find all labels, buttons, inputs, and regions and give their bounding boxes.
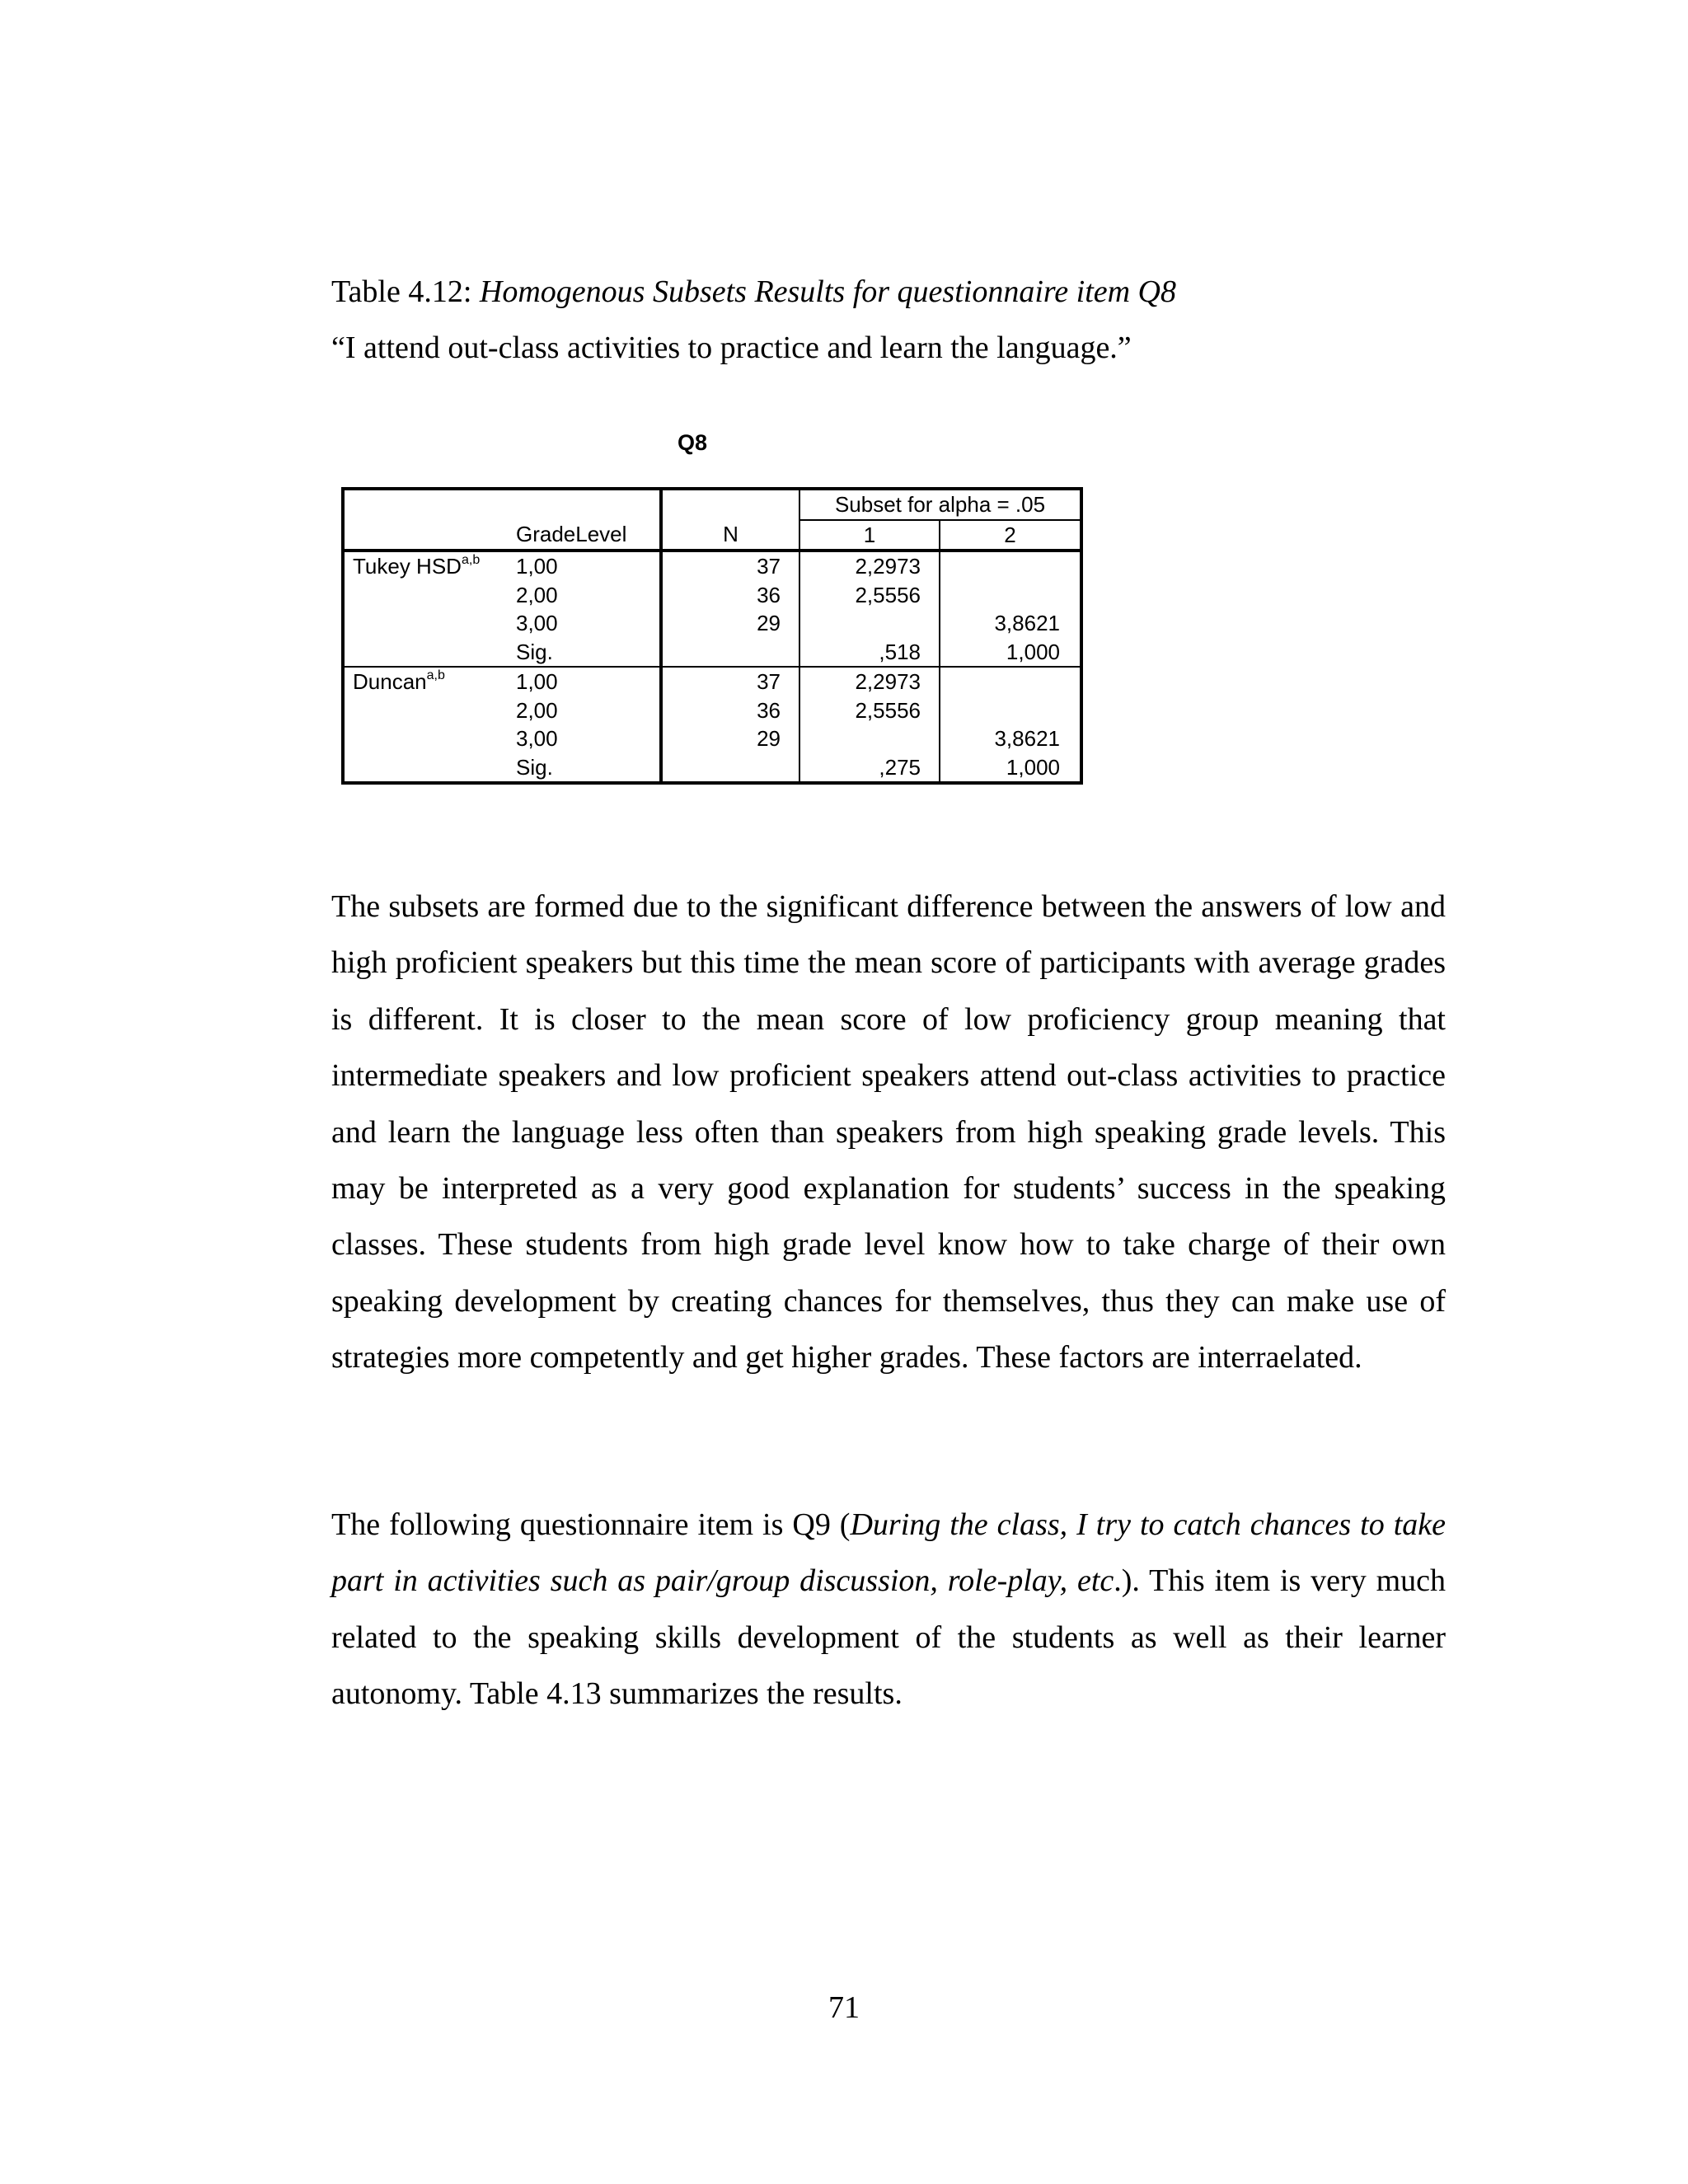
table-cell: 29 [661,724,799,753]
caption-title: Homogenous Subsets Results for questionnaire item Q8 [479,274,1176,309]
table-row [343,724,1081,753]
table-row [343,609,1081,638]
table-cell: 3,00 [508,724,661,753]
col-header-subset-1: 1 [799,520,940,551]
table-cell [940,581,1081,610]
body-paragraph-1: The subsets are formed due to the significant difference between the answers of low and high proficient speakers but this time the mean score of participants with average grades is different. It is closer to the mean score of low proficiency group meaning that intermediate speakers and low proficient speakers attend out-class activities to practice and learn the language less often than speakers from high speaking grade levels. This may be interpreted as a very good explanation for students’ success in the speaking classes. These students from high grade level know how to take charge of their own speaking development by creating chances for themselves, thus they can make use of strategies more competently and get higher grades. These factors are interraelated. [331,889,1446,1376]
paragraph2-italic: During the class, I try to catch chances to take part in activities such as pair/group discussion, role-play, etc [331,1507,1446,1599]
table-cell: 2,5556 [799,581,940,610]
table-cell: 3,8621 [994,611,1060,636]
group-label [343,551,508,581]
table-cell [661,753,799,784]
group-label [343,667,508,696]
table-cell [940,667,1081,696]
table-row [343,551,1081,581]
table-row [343,696,1081,725]
table-cell: 2,5556 [799,696,940,725]
table-cell: 36 [661,696,799,725]
table-header-row-2 [343,520,1081,551]
table-cell: 37 [661,667,799,696]
body-paragraph-2 [331,1497,1446,1722]
table-header-row-1 [343,489,1081,520]
table-cell [940,696,1081,725]
table-caption [331,264,1176,320]
page-number: 71 [828,1990,860,2025]
table-cell [799,724,940,753]
table-cell: 2,00 [508,696,661,725]
table-cell: 1,000 [1006,754,1060,780]
table-cell: ,275 [799,753,940,784]
group-name: Duncan [353,669,427,695]
table-cell: 3,00 [508,609,661,638]
table-cell: 3,8621 [994,726,1060,752]
col-header-n: N [661,520,799,551]
spss-table-title: Q8 [677,430,708,455]
table-cell: 2,2973 [799,551,940,581]
table-cell: 37 [661,551,799,581]
group-footnote-marker: a,b [461,553,481,568]
table-cell: 2,00 [508,581,661,610]
paragraph2-lead: The following questionnaire item is Q9 ( [331,1507,851,1542]
table-row [343,667,1081,696]
table-cell: 29 [661,609,799,638]
table-row [343,581,1081,610]
table-cell: 1,00 [508,667,661,696]
table-cell: 1,00 [508,551,661,581]
table-cell: 1,000 [1006,639,1060,664]
table-row [343,753,1081,784]
table-cell [661,638,799,668]
caption-quote: “I attend out-class activities to practice and learn the language.” [331,330,1132,365]
subset-header: Subset for alpha = .05 [799,489,1081,520]
table-cell: 36 [661,581,799,610]
caption-label: Table 4.12: [331,274,472,309]
col-header-gradelevel: GradeLevel [508,520,661,551]
table-cell [940,551,1081,581]
group-name: Tukey HSD [353,554,462,579]
group-footnote-marker: a,b [426,668,445,683]
table-cell [799,609,940,638]
table-cell: Sig. [508,753,661,784]
col-header-subset-2: 2 [940,520,1081,551]
table-row [343,638,1081,668]
table-cell: Sig. [508,638,661,668]
table-cell: ,518 [799,638,940,668]
table-cell: 2,2973 [799,667,940,696]
paragraph2-tail: .). This item is very much related to the speaking skills development of the students as well as their learner autonomy. Table 4.13 summarizes the results. [331,1563,1446,1712]
homogeneous-subsets-table [341,487,1083,785]
